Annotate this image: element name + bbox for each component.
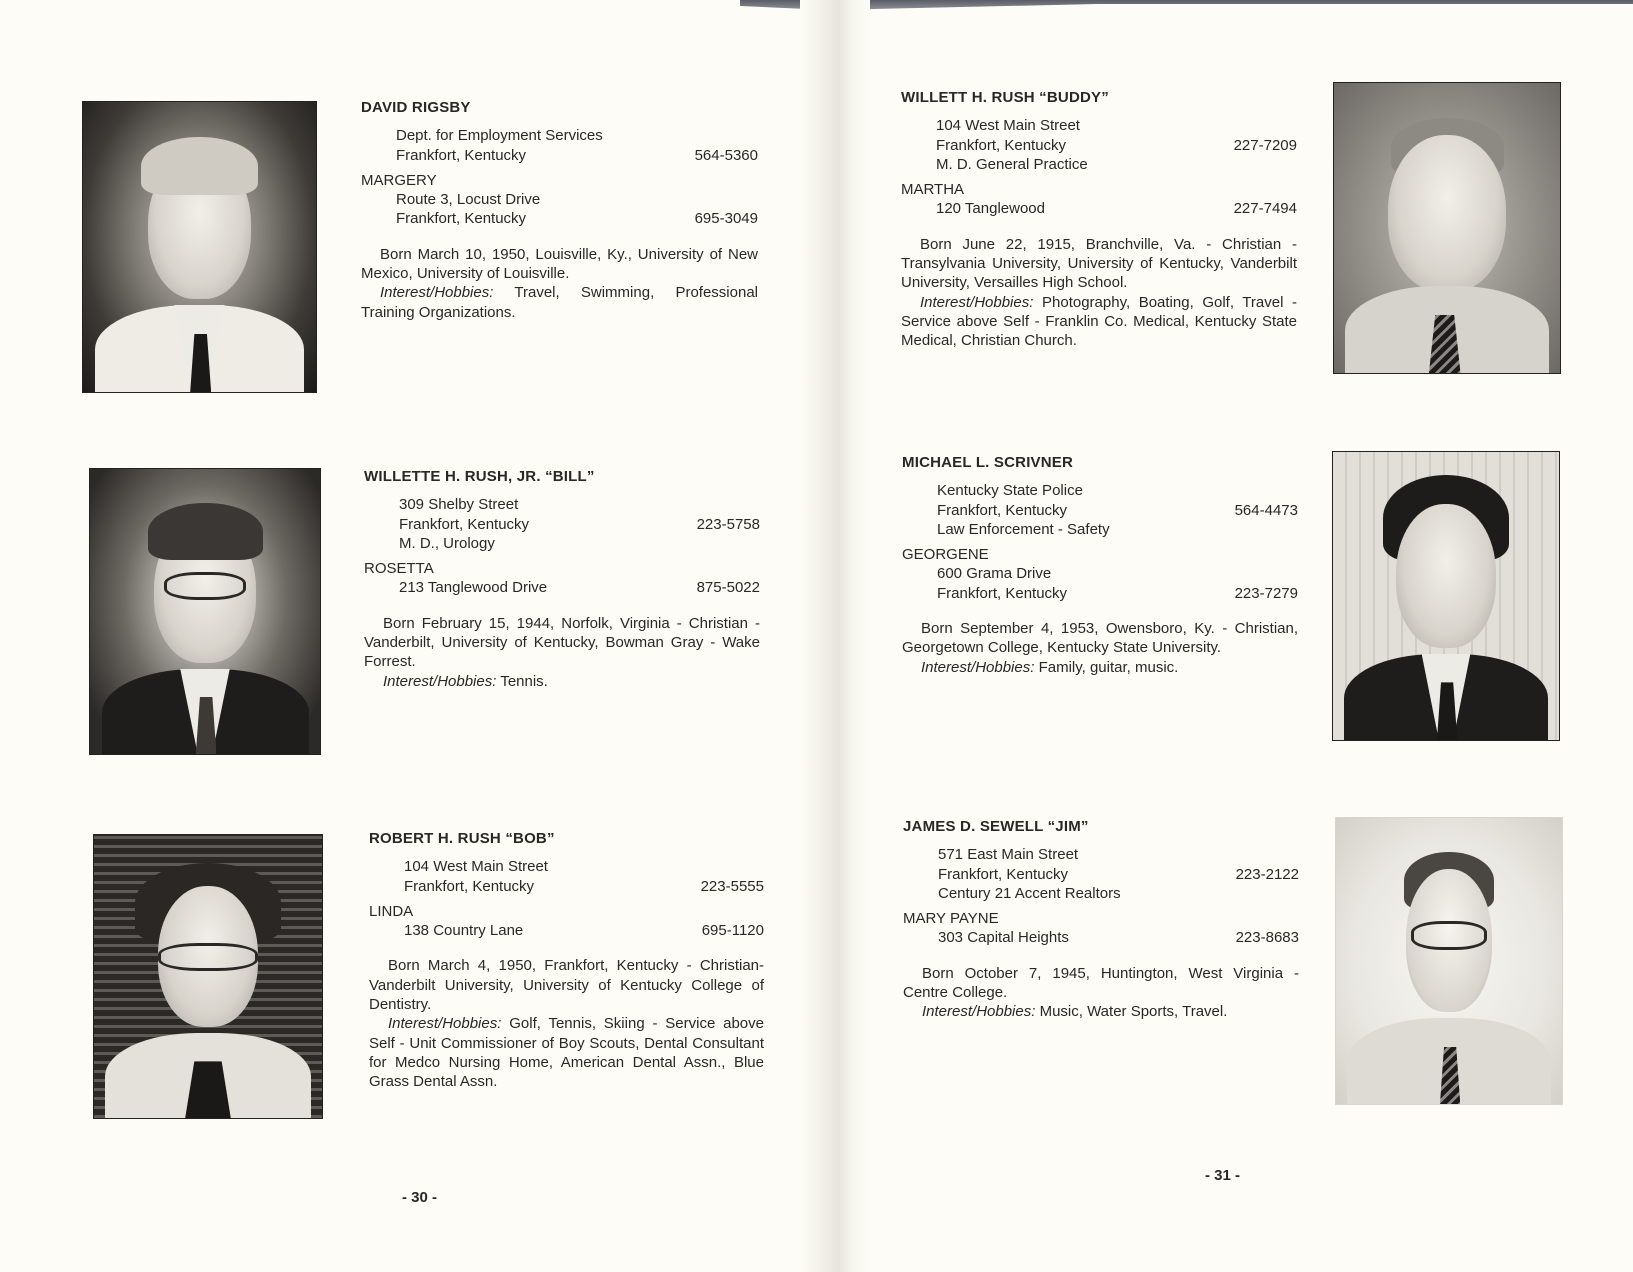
portrait-photo-willett-rush: [1333, 82, 1561, 374]
entry-james-sewell: [903, 817, 1299, 1022]
phone-number: 223-2122: [1235, 865, 1299, 883]
address-line: 104 West Main Street: [936, 117, 1080, 135]
address-line: Dept. for Employment Services: [396, 127, 603, 145]
spouse-name: GEORGENE: [902, 546, 989, 564]
address-block: [369, 857, 764, 896]
bio-text: Born March 10, 1950, Louisville, Ky., University of New Mexico, University of Louisville.: [361, 245, 758, 283]
portrait-photo-willette-rush-jr: [89, 468, 321, 755]
address-line: Frankfort, Kentucky: [404, 877, 535, 895]
spouse-address-block: [369, 921, 764, 940]
address-line: 138 Country Lane: [404, 922, 524, 940]
spouse-address-block: [902, 564, 1298, 603]
address-block: [902, 481, 1298, 539]
spouse-name: MARY PAYNE: [903, 910, 999, 928]
occupation-line: Century 21 Accent Realtors: [938, 884, 1121, 902]
address-line: Frankfort, Kentucky: [937, 501, 1068, 519]
address-line: 600 Grama Drive: [937, 565, 1052, 583]
address-block: [901, 116, 1297, 174]
entry-david-rigsby: [361, 98, 758, 322]
biography: [364, 614, 760, 691]
page-30: [0, 0, 810, 1272]
spouse-name: MARGERY: [361, 171, 437, 189]
entry-willette-rush-jr: [364, 467, 760, 691]
portrait-photo-david-rigsby: [82, 101, 317, 393]
phone-number: 564-5360: [694, 146, 758, 164]
phone-number: 227-7209: [1233, 136, 1297, 154]
hobbies-label: Interest/Hobbies:: [920, 293, 1034, 311]
phone-number: 223-7279: [1234, 584, 1298, 602]
biography: [901, 235, 1297, 351]
member-name: ROBERT H. RUSH “BOB”: [369, 830, 555, 847]
member-name: WILLETT H. RUSH “BUDDY”: [901, 89, 1109, 106]
spouse-name: MARTHA: [901, 181, 965, 199]
spouse-name: LINDA: [369, 902, 414, 920]
hobbies-label: Interest/Hobbies:: [380, 284, 494, 302]
entry-robert-rush: [369, 829, 764, 1092]
member-name: MICHAEL L. SCRIVNER: [902, 454, 1074, 471]
address-line: 213 Tanglewood Drive: [399, 579, 548, 597]
phone-number: 695-1120: [701, 922, 764, 940]
portrait-photo-robert-rush: [93, 834, 323, 1119]
phone-number: 564-4473: [1234, 501, 1298, 519]
phone-number: 223-5555: [700, 877, 764, 895]
address-line: 571 East Main Street: [938, 846, 1079, 864]
hobbies-label: Interest/Hobbies:: [388, 1015, 502, 1033]
page-31: [820, 0, 1633, 1272]
page-number: - 31 -: [1205, 1167, 1241, 1184]
address-line: 120 Tanglewood: [936, 200, 1045, 218]
address-line: Frankfort, Kentucky: [938, 865, 1069, 883]
phone-number: 227-7494: [1233, 200, 1297, 218]
spouse-address-block: [901, 199, 1297, 218]
address-line: Frankfort, Kentucky: [396, 146, 527, 164]
occupation-line: M. D. General Practice: [936, 155, 1088, 173]
address-line: 303 Capital Heights: [938, 929, 1069, 947]
hobbies-text: Photography, Boating, Golf, Travel - Service above Self - Franklin Co. Medical, Kentucky State Medical, Christian Church.: [901, 293, 1297, 350]
spouse-name: ROSETTA: [364, 560, 434, 578]
hobbies-label: Interest/Hobbies:: [383, 672, 497, 690]
occupation-line: Law Enforcement - Safety: [937, 520, 1110, 538]
biography: [903, 964, 1299, 1022]
bio-text: Born September 4, 1953, Owensboro, Ky. - Christian, Georgetown College, Kentucky State University.: [902, 620, 1298, 657]
hobbies-text: Golf, Tennis, Skiing - Service above Self - Unit Commissioner of Boy Scouts, Dental Consultant for Medco Nursing Home, American Dental Assn., Blue Grass Dental Assn.: [369, 1015, 764, 1091]
portrait-photo-james-sewell: [1335, 817, 1563, 1105]
member-name: WILLETTE H. RUSH, JR. “BILL”: [364, 468, 595, 485]
phone-number: 695-3049: [694, 210, 758, 228]
address-line: Frankfort, Kentucky: [936, 136, 1067, 154]
hobbies-text: Music, Water Sports, Travel.: [1039, 1003, 1228, 1021]
biography: [369, 956, 764, 1091]
portrait-photo-michael-scrivner: [1332, 451, 1560, 741]
member-name: JAMES D. SEWELL “JIM”: [903, 818, 1089, 835]
biography: [902, 619, 1298, 677]
hobbies-label: Interest/Hobbies:: [921, 658, 1035, 676]
bio-text: Born February 15, 1944, Norfolk, Virginia - Christian - Vanderbilt, University of Kentucky, Bowman Gray - Wake Forrest.: [364, 614, 760, 671]
address-line: Frankfort, Kentucky: [937, 584, 1068, 602]
hobbies-label: Interest/Hobbies:: [922, 1003, 1036, 1021]
page-number: - 30 -: [402, 1189, 438, 1206]
bio-text: Born March 4, 1950, Frankfort, Kentucky - Christian- Vanderbilt University, University of Kentucky College of Dentistry.: [369, 957, 764, 1014]
occupation-line: M. D., Urology: [399, 534, 495, 552]
spouse-address-block: [361, 190, 758, 229]
bio-text: Born October 7, 1945, Huntington, West Virginia - Centre College.: [903, 964, 1299, 1002]
address-line: 104 West Main Street: [404, 858, 548, 876]
address-block: [903, 845, 1299, 903]
hobbies-text: Travel, Swimming, Professional Training Organizations.: [361, 284, 758, 321]
entry-michael-scrivner: [902, 453, 1298, 677]
hobbies-text: Family, guitar, music.: [1038, 658, 1179, 676]
bio-text: Born June 22, 1915, Branchville, Va. - Christian - Transylvania University, University of Kentucky, Vanderbilt University, Versailles High School.: [901, 235, 1297, 292]
address-line: Kentucky State Police: [937, 482, 1083, 500]
address-line: Frankfort, Kentucky: [399, 515, 530, 533]
spouse-address-block: [903, 928, 1299, 947]
phone-number: 223-5758: [696, 515, 760, 533]
address-line: 309 Shelby Street: [399, 496, 519, 514]
address-line: Route 3, Locust Drive: [396, 191, 541, 209]
address-block: [361, 126, 758, 165]
entry-willett-rush: [901, 88, 1297, 351]
phone-number: 223-8683: [1235, 929, 1299, 947]
address-line: Frankfort, Kentucky: [396, 210, 527, 228]
phone-number: 875-5022: [696, 579, 760, 597]
member-name: DAVID RIGSBY: [361, 99, 471, 116]
spouse-address-block: [364, 578, 760, 597]
address-block: [364, 495, 760, 553]
hobbies-text: Tennis.: [500, 672, 548, 690]
biography: [361, 245, 758, 322]
